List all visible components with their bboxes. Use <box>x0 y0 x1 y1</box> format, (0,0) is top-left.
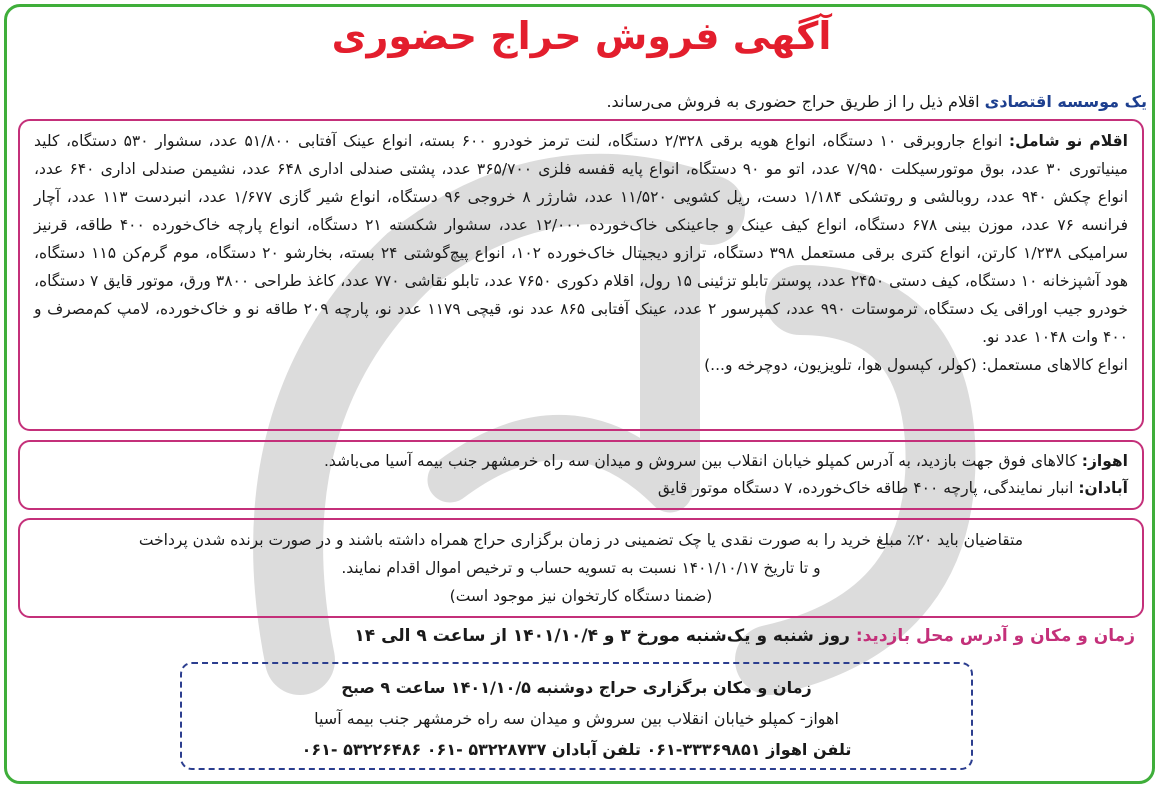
used-items-line: انواع کالاهای مستعمل: (کولر، کپسول هوا، تلویزیون، دوچرخه و...) <box>704 356 1128 374</box>
terms-line-2: و تا تاریخ ۱۴۰۱/۱۰/۱۷ نسبت به تسویه حساب و ترخیص اموال اقدام نمایند. <box>341 559 821 577</box>
visit-label: زمان و مکان و آدرس محل بازدید: <box>855 626 1135 646</box>
terms-box <box>18 518 1144 618</box>
intro-line <box>17 92 1147 111</box>
visit-text: روز شنبه و یک‌شنبه مورخ ۳ و ۱۴۰۱/۱۰/۴ از ساعت ۹ الی ۱۴ <box>354 626 856 646</box>
locations-box <box>18 440 1144 510</box>
auction-box <box>180 662 973 770</box>
items-paragraph <box>34 127 1128 351</box>
auction-address: اهواز- کمپلو خیابان انقلاب بین سروش و میدان سه راه خرمشهر جنب بیمه آسیا <box>314 709 839 728</box>
ahvaz-text: کالاهای فوق جهت بازدید، به آدرس کمپلو خیابان انقلاب بین سروش و میدان سه راه خرمشهر جنب بیمه آسیا می‌باشد. <box>323 452 1082 470</box>
ad-title: آگهی فروش حراج حضوری <box>331 14 832 58</box>
abadan-text: انبار نمایندگی، پارچه ۴۰۰ طاقه خاک‌خورده، ۷ دستگاه موتور قایق <box>657 479 1079 497</box>
terms-line-1: متقاضیان باید ۲۰٪ مبلغ خرید را به صورت نقدی یا چک تضمینی در زمان برگزاری حراج همراه داشته باشند و در صورت برنده شدن پرداخت <box>138 531 1024 549</box>
visit-schedule <box>25 626 1135 646</box>
items-text: انواع جاروبرقی ۱۰ دستگاه، انواع هویه برقی ۲/۳۲۸ دستگاه، لنت ترمز خودرو ۶۰۰ بسته، انواع عینک آفتابی ۵۱/۸۰۰ عدد، سشوار ۵۳۰ دستگاه، کلید مینیاتوری ۳۰ عدد، بوق موتورسیکلت ۷/۹۵۰ عدد، اتو مو ۹۰ دستگاه، انواع پایه قفسه فلزی ۳۶۵/۷۰۰ عدد، پشتی صندلی اداری ۶۴۸ عدد، نشیمن صندلی اداری ۶۴۰ عدد، انواع چکش ۹۴۰ عدد، روبالشی و روتشکی ۱/۱۸۴ دست، ریل کشویی ۱۱/۵۲۰ عدد، شارژر ۸ خروجی ۹۶ دستگاه، انواع شیر گازی ۱/۶۷۷ عدد، انبردست ۱۱۳ عدد، آچار فرانسه ۷۶ عدد، موزن بینی ۶۷۸ دستگاه، انواع کیف عینک و جاعینکی خاک‌خورده ۱۲/۰۰۰ عدد، سشوار شکسته ۲۱ دستگاه، انواع پارچه خاک‌خورده ۴۰۰ طاقه، قرنیز سرامیکی ۱/۲۳۸ کارتن، انواع کتری برقی مستعمل ۳۹۸ دستگاه، ترازو دیجیتال خاک‌خورده ۱۰۲، انواع پیچ‌گوشتی ۲۴ بسته، بخارشو ۲۰ دستگاه، موم گرم‌کن ۱۱۵ دستگاه، هود آشپزخانه ۱۰ دستگاه، کیف دستی ۲۴۵۰ عدد، پوستر تابلو تزئینی ۱۵ رول، اقلام دکوری ۷۶۵۰ عدد، تابلو نقاشی ۷۷۰ عدد، کاغذ طراحی ۳۸۰۰ ورق، موتور قایق ۷ دستگاه، خودرو جیب اوراقی یک دستگاه، ترموستات ۹۹۰ عدد، کمپرسور ۲ عدد، عینک آفتابی ۸۶۵ عدد نو، قیچی ۱۱۷۹ عدد نو، پارچه ۲۰۹ طاقه نو و خاک‌خورده، لامپ کم‌مصرف و ۴۰۰ وات ۱۰۴۸ عدد نو. <box>34 132 1129 346</box>
intro-text: اقلام ذیل را از طریق حراج حضوری به فروش می‌رساند. <box>606 92 985 111</box>
auction-title: زمان و مکان برگزاری حراج دوشنبه ۱۴۰۱/۱۰/۵ ساعت ۹ صبح <box>341 678 812 697</box>
abadan-label: آبادان: <box>1078 479 1128 497</box>
items-box <box>18 119 1144 431</box>
items-label: اقلام نو شامل: <box>1008 132 1128 150</box>
ahvaz-line <box>34 448 1128 475</box>
terms-line-3: (ضمنا دستگاه کارتخوان نیز موجود است) <box>449 587 713 605</box>
abadan-line <box>34 475 1128 502</box>
org-name: یک موسسه اقتصادی <box>984 92 1147 111</box>
auction-phones: تلفن اهواز ۳۳۳۶۹۸۵۱-۰۶۱ تلفن آبادان ۵۳۲۲۸۷۳۷ -۰۶۱ ۵۳۲۲۶۴۸۶ -۰۶۱ <box>301 740 852 759</box>
ahvaz-label: اهواز: <box>1081 452 1128 470</box>
